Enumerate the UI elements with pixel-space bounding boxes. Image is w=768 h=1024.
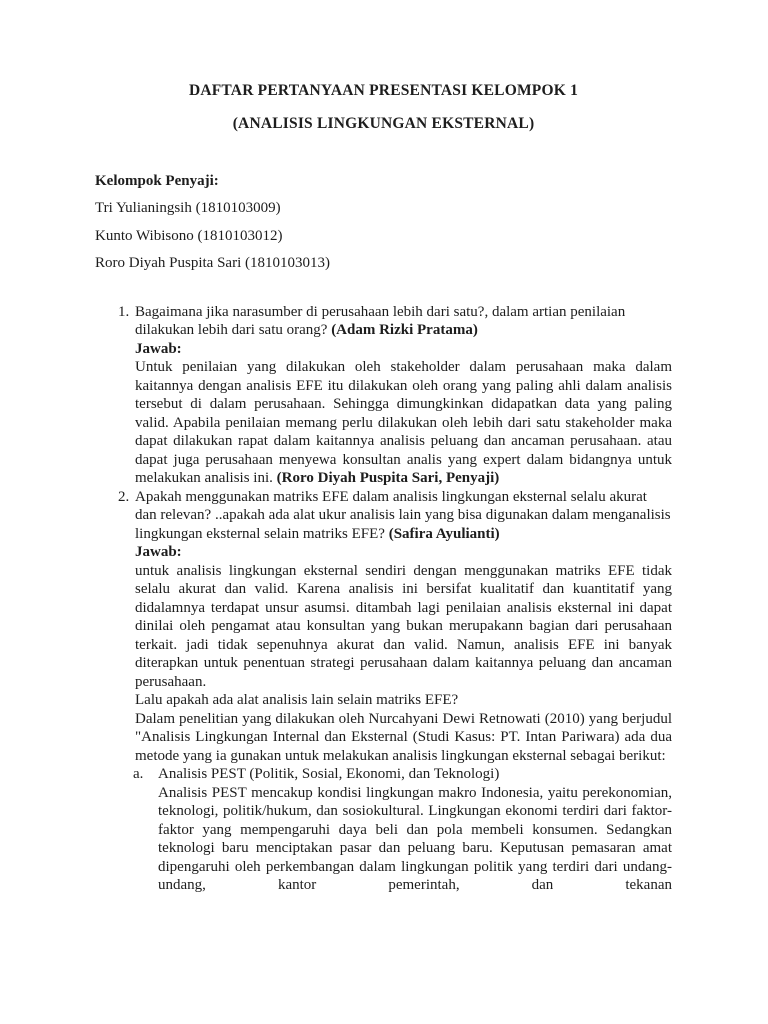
follow-up-question: Lalu apakah ada alat analisis lain selain matriks EFE?: [135, 692, 459, 708]
page-subtitle: (ANALISIS LINGKUNGAN EKSTERNAL): [232, 115, 535, 132]
answer-text-span: Untuk penilaian yang dilakukan oleh stakeholder dalam perusahaan maka dalam kaitannya dengan analisis EFE itu dilakukan oleh orang yang paling ahli dalam analisis tersebut di dalam perusahaan. Sehingga dimungkinkan didapatkan data yang paling valid. Apabila penilaian memang perlu dilakukan oleh lebih dari satu stakeholder maka dapat dilakukan rapat dalam kaitannya analisis peluang dan ancaman perusahaan. atau dapat juga perusahaan menyewa konsultan analis yang expert dalam bidangnya untuk melakukan analisis ini.: [135, 359, 672, 486]
presenter-line: Tri Yulianingsih (1810103009): [95, 200, 281, 216]
question-asker: (Safira Ayulianti): [388, 525, 500, 542]
question-asker: (Adam Rizki Pratama): [331, 322, 478, 338]
question-body: [135, 488, 672, 895]
question-list: [95, 303, 672, 895]
presenter-line: Kunto Wibisono (1810103012): [95, 227, 283, 244]
answer-credit: (Roro Diyah Puspita Sari, Penyaji): [276, 470, 500, 486]
question-number: 2.: [118, 488, 130, 505]
answer-paragraph: untuk analisis lingkungan eksternal sendiri dengan menggunakan matriks EFE tidak selalu akurat dan valid. Karena analisis ini bersifat kualitatif dan kuantitatif yang didalamnya terdapat unsur asumsi. ditambah lagi penilaian analisis eksternal ini dapat dinilai oleh pengamat atau konsultan yang bukan merupakann bagian dari perusahaan terkait. jadi tidak sepenuhnya akurat dan valid. Namun, analisis EFE ini banyak diterapkan untuk penentuan strategi perusahaan dalam kaitannya peluang dan ancaman perusahaan.: [135, 562, 672, 690]
presenters-block: [95, 172, 672, 273]
question-item-1: [118, 303, 672, 488]
sub-item-a: [135, 765, 672, 895]
answer-label: Jawab:: [135, 340, 182, 357]
question-text: [135, 303, 672, 340]
question-text-span: Bagaimana jika narasumber di perusahaan lebih dari satu?, dalam artian penilaian dilakukan lebih dari satu orang?: [135, 303, 626, 338]
question-text-span: Apakah menggunakan matriks EFE dalam analisis lingkungan eksternal selalu akurat dan relevan? ..apakah ada alat ukur analisis lain yang bisa digunakan dalam menganalisis lingkungan eksternal selain matriks EFE?: [135, 488, 671, 542]
question-body: [135, 303, 672, 488]
answer-label: Jawab:: [135, 544, 182, 560]
sub-item-heading: Analisis PEST (Politik, Sosial, Ekonomi, dan Teknologi): [158, 766, 500, 782]
reference-intro-paragraph: Dalam penelitian yang dilakukan oleh Nurcahyani Dewi Retnowati (2010) yang berjudul "Analisis Lingkungan Internal dan Eksternal (Studi Kasus: PT. Intan Pariwara) ada dua metode yang ia gunakan untuk melakukan analisis lingkungan eksternal sebagai berikut:: [135, 710, 672, 764]
question-text: [135, 488, 672, 544]
question-number: 1.: [118, 303, 130, 320]
sub-item-body: [158, 765, 672, 895]
presenters-heading: Kelompok Penyaji:: [95, 172, 219, 189]
sub-item-paragraph: Analisis PEST mencakup kondisi lingkungan makro Indonesia, yaitu perekonomian, teknologi, politik/hukum, dan sosiokultural. Lingkungan ekonomi terdiri dari faktor-faktor yang mempengaruhi daya beli dan pola membeli konsumen. Sedangkan teknologi baru menciptakan pasar dan peluang baru. Keputusan pemasaran amat dipengaruhi oleh perkembangan dalam lingkungan politik yang terdiri dari undang-undang, kantor pemerintah, dan tekanan: [158, 784, 672, 893]
presenter-line: Roro Diyah Puspita Sari (1810103013): [95, 255, 330, 271]
answer-paragraph: [135, 358, 672, 488]
question-item-2: [118, 488, 672, 895]
page-title: DAFTAR PERTANYAAN PRESENTASI KELOMPOK 1: [188, 82, 579, 99]
sub-item-letter: a.: [133, 766, 144, 782]
